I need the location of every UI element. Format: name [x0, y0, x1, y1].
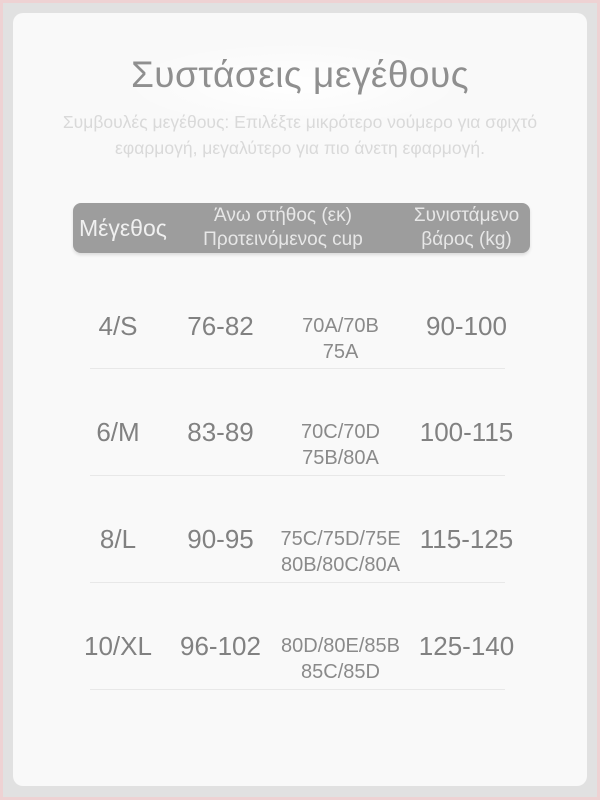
weight-cell: 90-100: [426, 311, 507, 342]
header-weight-line2: βάρος (kg): [421, 229, 512, 251]
size-cell: 6/M: [96, 417, 140, 448]
cup-cell: [278, 313, 403, 365]
weight-cell: 100-115: [419, 417, 514, 448]
cup-line2: 85C/85D: [301, 661, 380, 684]
bust-cell: 96-102: [180, 631, 261, 662]
size-guide-card: [13, 13, 587, 786]
table-row: [73, 253, 530, 368]
table-header: [73, 203, 530, 253]
cup-line1: 80D/80E/85B: [281, 635, 400, 658]
table-row: [73, 583, 530, 689]
size-cell: 10/XL: [84, 631, 152, 662]
size-cell: 8/L: [99, 524, 137, 555]
bust-cell: 90-95: [187, 524, 254, 555]
weight-cell: 115-125: [419, 524, 514, 555]
header-weight-line1: Συνιστάμενο: [413, 205, 520, 227]
cup-line2: 75B/80A: [302, 447, 379, 470]
row-divider: [90, 689, 505, 690]
bust-cell: 83-89: [187, 417, 254, 448]
header-cup-line: Προτεινόμενος cup: [203, 229, 363, 251]
header-bust-line: Άνω στήθος (εκ): [214, 205, 352, 227]
header-size: Μέγεθος: [79, 214, 167, 241]
cup-line2: 80B/80C/80A: [281, 554, 400, 577]
table-row: [73, 476, 530, 582]
cup-line2: 75A: [322, 341, 359, 364]
page-title: Συστάσεις μεγέθους: [130, 54, 470, 95]
cup-cell: [278, 419, 403, 471]
cup-line1: 70C/70D: [301, 421, 380, 444]
header-weight: [403, 204, 530, 252]
cup-line1: 75C/75D/75E: [280, 528, 401, 551]
cup-cell: [278, 526, 403, 578]
weight-cell: 125-140: [418, 631, 515, 662]
cup-line1: 70A/70B: [302, 315, 379, 338]
cup-cell: [278, 633, 403, 685]
size-cell: 4/S: [98, 311, 138, 342]
table-row: [73, 369, 530, 475]
bust-cell: 76-82: [187, 311, 254, 342]
header-bust-cup: [163, 204, 403, 252]
size-tip-text: Συμβουλές μεγέθους: Επιλέξτε μικρότερο νούμερο για σφιχτό εφαρμογή, μεγαλύτερο για πιο άνετη εφαρμογή.: [62, 112, 538, 159]
size-table: [73, 203, 530, 690]
